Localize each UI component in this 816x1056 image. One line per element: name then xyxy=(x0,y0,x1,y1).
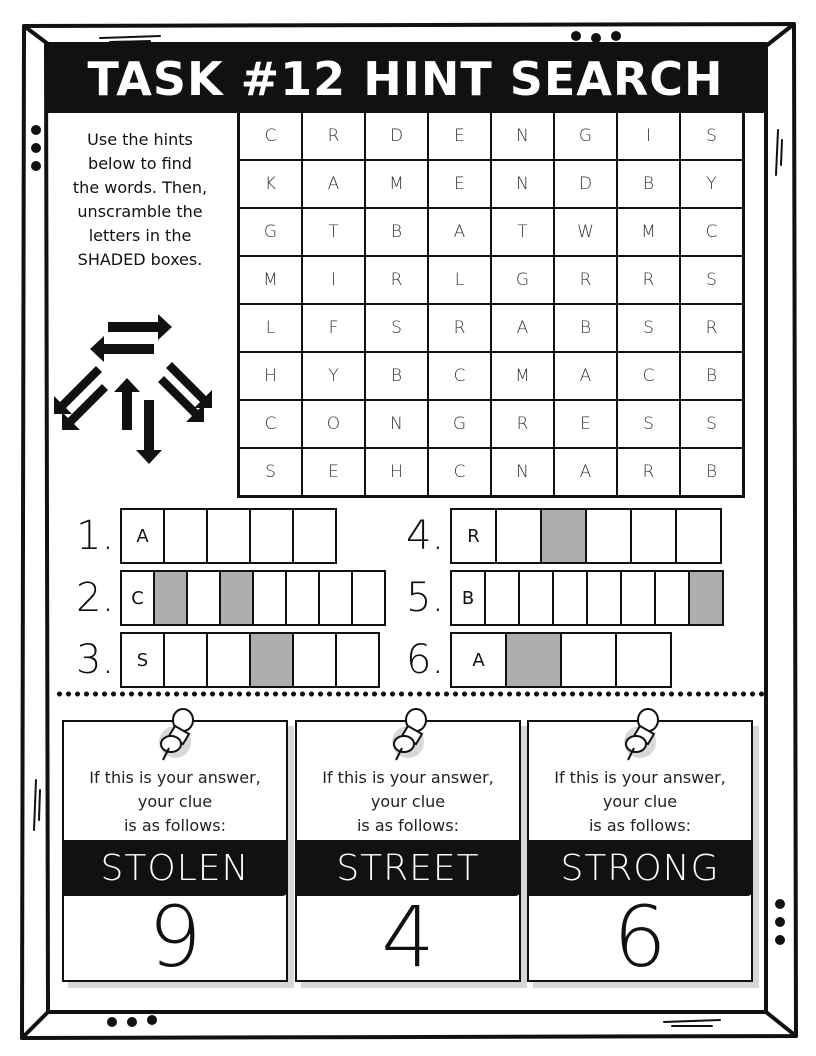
answer-box[interactable] xyxy=(587,510,632,562)
grid-cell: G xyxy=(491,256,554,304)
answer-box[interactable] xyxy=(656,572,690,624)
grid-cell: G xyxy=(428,400,491,448)
answer-box[interactable]: S xyxy=(122,634,165,686)
grid-cell: M xyxy=(617,208,680,256)
answer-box[interactable]: B xyxy=(452,572,486,624)
answer-row-6 xyxy=(406,632,672,688)
grid-cell: R xyxy=(491,400,554,448)
instruction-line: unscramble the xyxy=(77,202,203,221)
answer-box[interactable] xyxy=(486,572,520,624)
grid-cell: I xyxy=(302,256,365,304)
grid-cell: B xyxy=(365,352,428,400)
grid-cell: B xyxy=(680,352,743,400)
answer-box[interactable]: R xyxy=(452,510,497,562)
answer-box[interactable] xyxy=(554,572,588,624)
grid-cell: T xyxy=(302,208,365,256)
answer-number: 3. xyxy=(76,637,115,683)
answer-box[interactable] xyxy=(632,510,677,562)
grid-cell: B xyxy=(365,208,428,256)
grid-cell: R xyxy=(680,304,743,352)
instruction-line: letters in the xyxy=(88,226,192,245)
grid-cell: S xyxy=(680,256,743,304)
answer-boxes xyxy=(450,632,672,688)
answer-box[interactable] xyxy=(155,572,188,624)
answer-box[interactable] xyxy=(208,634,251,686)
answer-box[interactable] xyxy=(254,572,287,624)
grid-cell: D xyxy=(554,160,617,208)
answer-box[interactable]: A xyxy=(452,634,507,686)
grid-cell: A xyxy=(428,208,491,256)
grid-cell: L xyxy=(428,256,491,304)
dotted-divider xyxy=(55,690,765,698)
answer-number: 1. xyxy=(76,513,115,559)
answer-box[interactable] xyxy=(208,510,251,562)
grid-cell: M xyxy=(239,256,302,304)
grid-cell: R xyxy=(365,256,428,304)
grid-cell: N xyxy=(365,400,428,448)
grid-cell: I xyxy=(617,112,680,160)
grid-cell: W xyxy=(554,208,617,256)
answer-box[interactable] xyxy=(165,510,208,562)
grid-cell: R xyxy=(617,256,680,304)
answer-number: 2. xyxy=(76,575,115,621)
grid-cell: A xyxy=(302,160,365,208)
answer-box[interactable] xyxy=(287,572,320,624)
grid-cell: T xyxy=(491,208,554,256)
grid-cell: S xyxy=(365,304,428,352)
grid-cell: A xyxy=(491,304,554,352)
grid-cell: R xyxy=(554,256,617,304)
grid-cell: S xyxy=(680,400,743,448)
grid-cell: Y xyxy=(680,160,743,208)
grid-cell: H xyxy=(239,352,302,400)
answer-row-5 xyxy=(406,570,724,626)
grid-cell: B xyxy=(680,448,743,496)
clue-word: STRONG xyxy=(527,840,753,896)
grid-cell: N xyxy=(491,448,554,496)
card-text-line: your clue xyxy=(137,792,213,811)
answer-box[interactable] xyxy=(617,634,670,686)
grid-cell: R xyxy=(617,448,680,496)
answer-box[interactable] xyxy=(251,634,294,686)
answer-box[interactable] xyxy=(507,634,562,686)
grid-cell: C xyxy=(428,352,491,400)
word-search-grid xyxy=(237,110,745,498)
grid-cell: A xyxy=(554,448,617,496)
pushpin-icon xyxy=(610,708,670,768)
answer-box[interactable] xyxy=(562,634,617,686)
answer-box[interactable] xyxy=(294,510,335,562)
card-text xyxy=(297,766,519,838)
answer-box[interactable] xyxy=(520,572,554,624)
grid-cell: C xyxy=(617,352,680,400)
card-text-line: If this is your answer, xyxy=(89,768,261,787)
grid-cell: A xyxy=(554,352,617,400)
answer-box[interactable] xyxy=(188,572,221,624)
grid-cell: S xyxy=(617,304,680,352)
answer-box[interactable] xyxy=(622,572,656,624)
answer-box[interactable] xyxy=(165,634,208,686)
grid-cell: C xyxy=(680,208,743,256)
answer-row-4 xyxy=(406,508,722,564)
answer-box[interactable] xyxy=(294,634,337,686)
grid-cell: C xyxy=(428,448,491,496)
grid-cell: E xyxy=(554,400,617,448)
grid-cell: C xyxy=(239,112,302,160)
card-text-line: your clue xyxy=(370,792,446,811)
grid-cell: N xyxy=(491,112,554,160)
card-text-line: If this is your answer, xyxy=(554,768,726,787)
grid-cell: S xyxy=(617,400,680,448)
grid-cell: O xyxy=(302,400,365,448)
grid-cell: B xyxy=(617,160,680,208)
instruction-line: below to find xyxy=(88,154,192,173)
grid-cell: E xyxy=(302,448,365,496)
grid-cell: R xyxy=(428,304,491,352)
instruction-line: SHADED boxes. xyxy=(77,250,203,269)
card-text xyxy=(529,766,751,838)
clue-card xyxy=(295,720,521,986)
answer-box[interactable] xyxy=(497,510,542,562)
grid-cell: E xyxy=(428,112,491,160)
grid-cell: G xyxy=(239,208,302,256)
clue-word: STREET xyxy=(295,840,521,896)
grid-cell: H xyxy=(365,448,428,496)
clue-card xyxy=(62,720,288,986)
grid-cell: Y xyxy=(302,352,365,400)
card-text-line: your clue xyxy=(602,792,678,811)
grid-cell: S xyxy=(239,448,302,496)
clue-digit: 6 xyxy=(613,888,667,986)
grid-cell: S xyxy=(680,112,743,160)
answer-boxes xyxy=(120,570,386,626)
page-title: TASK #12 HINT SEARCH xyxy=(47,44,764,113)
answer-box[interactable] xyxy=(690,572,722,624)
grid-cell: E xyxy=(428,160,491,208)
answer-number: 4. xyxy=(406,513,445,559)
answer-box[interactable] xyxy=(353,572,384,624)
answer-box[interactable] xyxy=(588,572,622,624)
answer-row-3 xyxy=(76,632,380,688)
answer-box[interactable] xyxy=(337,634,378,686)
grid-cell: N xyxy=(491,160,554,208)
direction-arrows-icon xyxy=(50,310,230,470)
instruction-line: the words. Then, xyxy=(72,178,208,197)
clue-card xyxy=(527,720,753,986)
answer-boxes xyxy=(120,632,380,688)
grid-cell: M xyxy=(365,160,428,208)
grid-cell: B xyxy=(554,304,617,352)
answer-box[interactable] xyxy=(542,510,587,562)
card-text-line: If this is your answer, xyxy=(322,768,494,787)
card-text-line: is as follows: xyxy=(356,816,459,835)
answer-row-2 xyxy=(76,570,386,626)
grid-cell: D xyxy=(365,112,428,160)
grid-cell: R xyxy=(302,112,365,160)
pushpin-icon xyxy=(378,708,438,768)
answer-box[interactable]: C xyxy=(122,572,155,624)
answer-boxes xyxy=(450,508,722,564)
answer-box[interactable] xyxy=(320,572,353,624)
grid-cell: C xyxy=(239,400,302,448)
answer-boxes xyxy=(450,570,724,626)
clue-word: STOLEN xyxy=(62,840,288,896)
answer-number: 6. xyxy=(406,637,445,683)
instructions xyxy=(50,128,230,272)
answer-number: 5. xyxy=(406,575,445,621)
answer-box[interactable]: A xyxy=(122,510,165,562)
card-text-line: is as follows: xyxy=(123,816,226,835)
pushpin-icon xyxy=(145,708,205,768)
instruction-line: Use the hints xyxy=(87,130,193,149)
grid-cell: L xyxy=(239,304,302,352)
card-text xyxy=(64,766,286,838)
clue-digit: 9 xyxy=(148,888,202,986)
grid-cell: K xyxy=(239,160,302,208)
answer-box[interactable] xyxy=(221,572,254,624)
grid-cell: M xyxy=(491,352,554,400)
answer-row-1 xyxy=(76,508,337,564)
card-text-line: is as follows: xyxy=(588,816,691,835)
answer-boxes xyxy=(120,508,337,564)
answer-box[interactable] xyxy=(677,510,720,562)
grid-cell: G xyxy=(554,112,617,160)
clue-digit: 4 xyxy=(381,888,435,986)
grid-cell: F xyxy=(302,304,365,352)
answer-box[interactable] xyxy=(251,510,294,562)
